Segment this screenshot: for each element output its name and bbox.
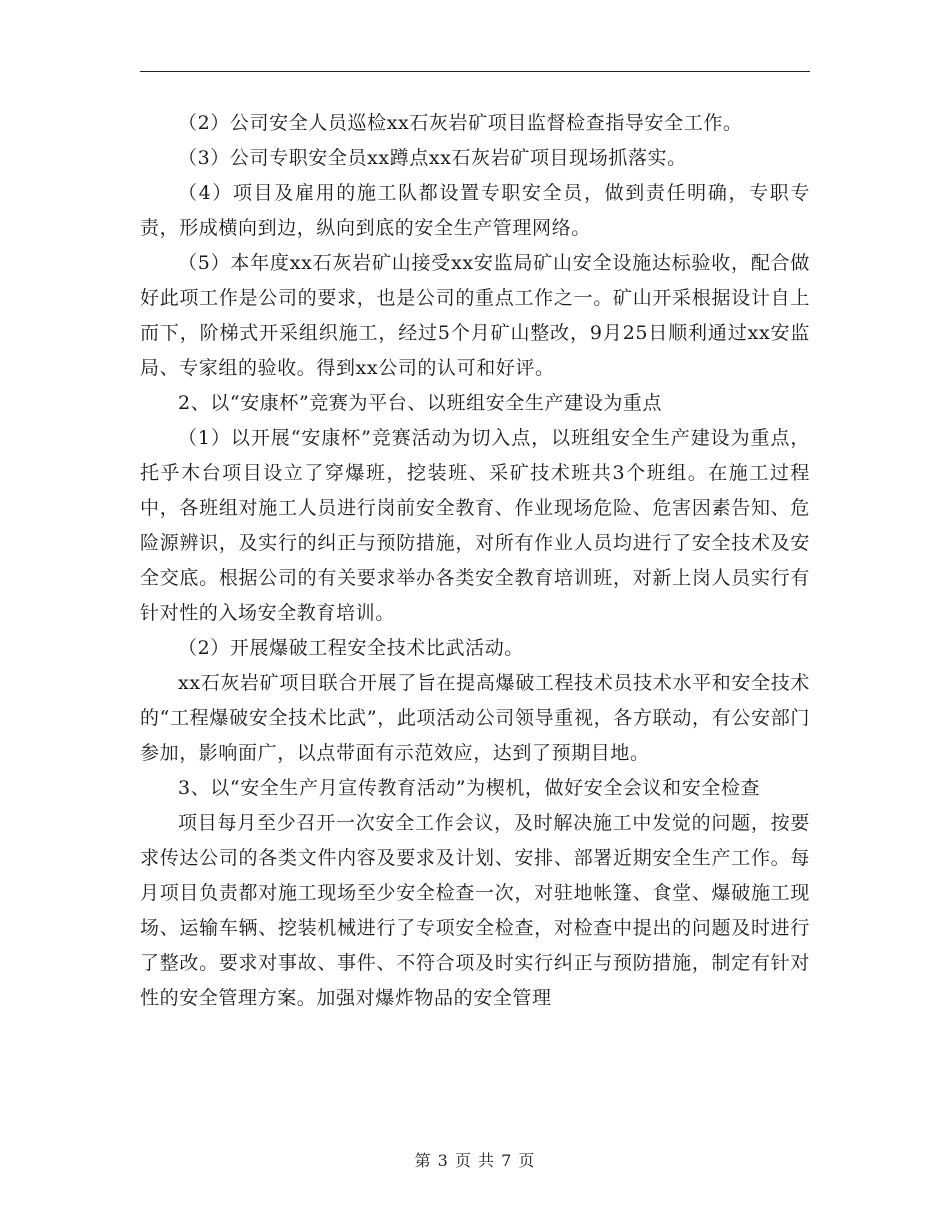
paragraph: xx石灰岩矿项目联合开展了旨在提高爆破工程技术员技术水平和安全技术的“工程爆破安全技术比武”，此项活动公司领导重视，各方联动，有公安部门参加，影响面广，以点带面有示范效应，达到了预期目地。 xyxy=(140,672,810,764)
paragraph: （4）项目及雇用的施工队都设置专职安全员，做到责任明确，专职专责，形成横向到边，纵向到底的安全生产管理网络。 xyxy=(140,182,810,239)
paragraph: （3）公司专职安全员xx蹲点xx石灰岩矿项目现场抓落实。 xyxy=(178,147,687,169)
paragraph: （5）本年度xx石灰岩矿山接受xx安监局矿山安全设施达标验收，配合做好此项工作是公司的要求，也是公司的重点工作之一。矿山开采根据设计自上而下，阶梯式开采组织施工，经过5个月矿山整改，9月25日顺利通过xx安监局、专家组的验收。得到xx公司的认可和好评。 xyxy=(140,252,810,379)
section-heading: 2、以“安康杯”竞赛为平台、以班组安全生产建设为重点 xyxy=(178,392,663,414)
paragraph: （1）以开展“安康杯”竞赛活动为切入点，以班组安全生产建设为重点，托乎木台项目设立了穿爆班，挖装班、采矿技术班共3个班组。在施工过程中，各班组对施工人员进行岗前安全教育、作业现场危险、危害因素告知、危险源辨识，及实行的纠正与预防措施，对所有作业人员均进行了安全技术及安全交底。根据公司的有关要求举办各类安全教育培训班，对新上岗人员实行有针对性的入场安全教育培训。 xyxy=(140,427,810,624)
header-rule xyxy=(140,71,810,72)
paragraph: （2）公司安全人员巡检xx石灰岩矿项目监督检查指导安全工作。 xyxy=(178,112,743,134)
section-heading: 3、以“安全生产月宣传教育活动”为楔机，做好安全会议和安全检查 xyxy=(178,777,761,799)
page-number-footer: 第 3 页 共 7 页 xyxy=(414,1151,536,1170)
paragraph: （2）开展爆破工程安全技术比武活动。 xyxy=(178,637,524,659)
paragraph: 项目每月至少召开一次安全工作会议，及时解决施工中发觉的问题，按要求传达公司的各类文件内容及要求及计划、安排、部署近期安全生产工作。每月项目负责都对施工现场至少安全检查一次，对驻地帐篷、食堂、爆破施工现场、运输车辆、挖装机械进行了专项安全检查，对检查中提出的问题及时进行了整改。要求对事故、事件、不符合项及时实行纠正与预防措施，制定有针对性的安全管理方案。加强对爆炸物品的安全管理 xyxy=(140,812,810,1009)
document-body xyxy=(140,106,810,1016)
